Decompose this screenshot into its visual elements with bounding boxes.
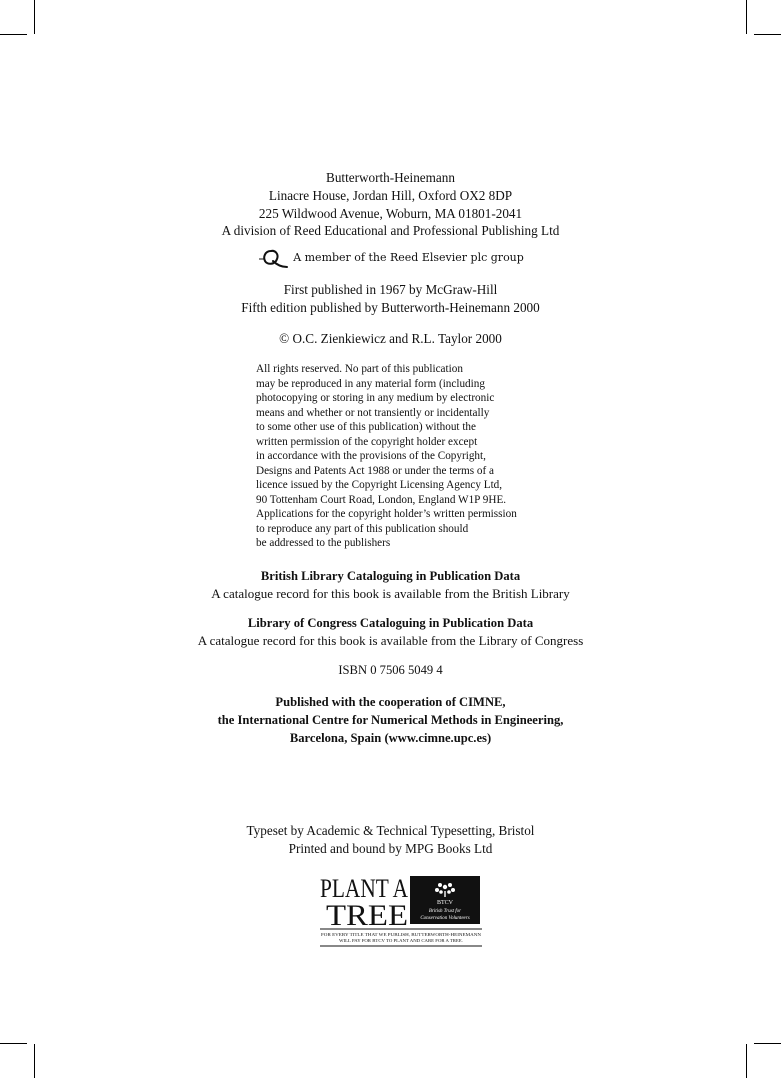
cooperation-line: Barcelona, Spain (www.cimne.upc.es)	[289, 730, 492, 745]
crop-mark	[746, 0, 747, 34]
publisher-address	[0, 169, 781, 240]
crop-mark	[34, 0, 35, 34]
copyright-line	[0, 330, 781, 348]
btcv-text: Conservation Volunteers	[420, 916, 470, 921]
copyright-symbol: ©	[279, 331, 290, 346]
cooperation-line: Published with the cooperation of CIMNE,	[275, 695, 506, 709]
rights-statement	[256, 362, 517, 551]
btcv-text: British Trust for	[428, 909, 462, 914]
loc-heading: Library of Congress Cataloguing in Publication Data	[247, 616, 534, 630]
crop-mark	[754, 34, 781, 35]
crop-mark	[34, 1044, 35, 1078]
rights-line: licence issued by the Copyright Licensing Agency Ltd,	[256, 479, 503, 491]
printing-line: Printed and bound by MPG Books Ltd	[288, 840, 493, 856]
rights-line: Applications for the copyright holder’s written permission	[256, 508, 517, 520]
isbn: ISBN 0 7506 5049 4	[338, 663, 443, 677]
rights-line: photocopying or storing in any medium by electronic	[256, 392, 495, 404]
printing-line: Typeset by Academic & Technical Typesetting, Bristol	[246, 823, 535, 838]
publisher-line: Butterworth-Heinemann	[326, 170, 455, 185]
cooperation-statement	[0, 694, 781, 747]
rights-line: be addressed to the publishers	[256, 537, 391, 549]
publisher-line: Linacre House, Jordan Hill, Oxford OX2 8DP	[268, 187, 513, 203]
rights-line: to some other use of this publication) without the	[256, 421, 476, 433]
publisher-line: A division of Reed Educational and Professional Publishing Ltd	[221, 223, 560, 239]
rights-line: in accordance with the provisions of the Copyright,	[256, 450, 486, 462]
edition-info	[0, 281, 781, 317]
btcv-name: BTCV	[436, 900, 454, 906]
crop-mark	[0, 34, 27, 35]
crop-mark	[746, 1044, 747, 1078]
rights-line: 90 Tottenham Court Road, London, England W1P 9HE.	[256, 493, 507, 506]
british-library-text: A catalogue record for this book is available from the British Library	[211, 586, 570, 601]
edition-line: Fifth edition published by Butterworth-Heinemann 2000	[241, 299, 540, 315]
publisher-line: 225 Wildwood Avenue, Woburn, MA 01801-2041	[258, 205, 523, 221]
reed-elsevier-member	[0, 247, 781, 269]
loc-text: A catalogue record for this book is available from the Library of Congress	[197, 633, 584, 648]
rights-line: written permission of the copyright holder except	[256, 435, 478, 448]
rights-line: may be reproduced in any material form (including	[256, 377, 485, 390]
rights-line: All rights reserved. No part of this publication	[256, 363, 463, 375]
plant-a-tree-footer: WILL PAY FOR BTCV TO PLANT AND CARE FOR A TREE.	[339, 938, 463, 943]
rights-line: to reproduce any part of this publication should	[256, 522, 469, 535]
crop-mark	[0, 1043, 27, 1044]
cooperation-line: the International Centre for Numerical Methods in Engineering,	[217, 712, 564, 727]
rights-line: means and whether or not transiently or incidentally	[256, 406, 490, 419]
edition-line: First published in 1967 by McGraw-Hill	[283, 282, 498, 297]
plant-a-tree-logo	[320, 873, 482, 949]
crop-mark	[754, 1043, 781, 1044]
printing-info	[0, 822, 781, 858]
reed-elsevier-logo-icon	[257, 247, 291, 269]
copyright-holders: O.C. Zienkiewicz and R.L. Taylor 2000	[292, 331, 502, 346]
library-of-congress-cip	[0, 614, 781, 650]
plant-a-title: PLANT A	[320, 874, 409, 903]
member-text: A member of the Reed Elsevier plc group	[293, 251, 524, 264]
british-library-cip	[0, 567, 781, 603]
rights-line: Designs and Patents Act 1988 or under the terms of a	[256, 464, 494, 477]
british-library-heading: British Library Cataloguing in Publication Data	[260, 569, 521, 583]
plant-a-tree-footer: FOR EVERY TITLE THAT WE PUBLISH, BUTTERWORTH-HEINEMANN	[321, 932, 467, 937]
tree-title: TREE	[326, 899, 408, 932]
